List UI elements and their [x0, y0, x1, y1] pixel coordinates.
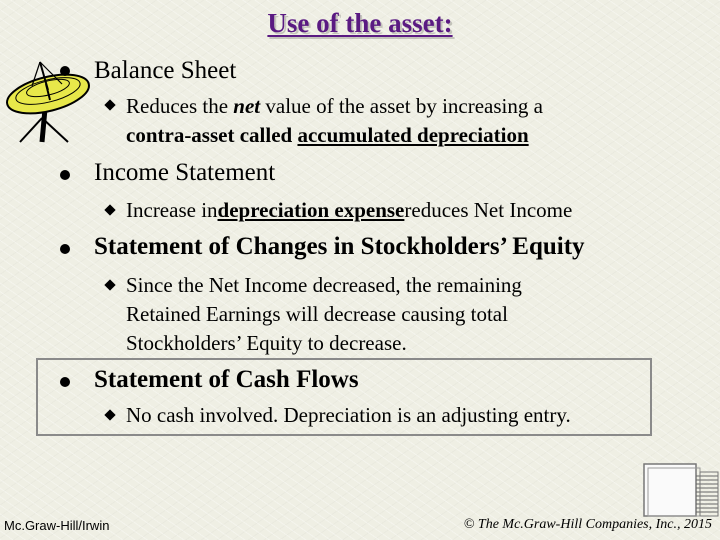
- stockholders-equity-point: Since the Net Income decreased, the remaining Retained Earnings will decrease causing total Stockholders’ Equity to decrease.: [126, 273, 522, 355]
- cash-flows-point: No cash involved. Depreciation is an adjusting entry.: [126, 403, 571, 427]
- section-bullet: [60, 244, 70, 254]
- slide-title: Use of the asset:: [267, 8, 453, 38]
- section-bullet: [60, 377, 70, 387]
- sub-bullet: [104, 279, 115, 290]
- sub-bullet: [104, 99, 115, 110]
- publisher-footer: Mc.Graw-Hill/Irwin: [4, 518, 110, 533]
- balance-sheet-point: Reduces the net value of the asset by increasing a contra-asset called accumulated depreciation: [126, 94, 543, 147]
- paper-stack-icon: [638, 462, 720, 518]
- balance-sheet-heading: Balance Sheet: [94, 57, 237, 84]
- sub-bullet: [104, 204, 115, 215]
- income-statement-point: Increase in depreciation expense reduces Net Income: [126, 198, 573, 222]
- copyright-footer: © The Mc.Graw-Hill Companies, Inc., 2015: [463, 517, 712, 532]
- cash-flows-heading: Statement of Cash Flows: [94, 366, 359, 393]
- satellite-dish-icon: [2, 58, 92, 148]
- section-bullet: [60, 66, 70, 76]
- section-bullet: [60, 170, 70, 180]
- stockholders-equity-heading: Statement of Changes in Stockholders’ Equity: [94, 233, 585, 260]
- income-statement-heading: Income Statement: [94, 159, 276, 186]
